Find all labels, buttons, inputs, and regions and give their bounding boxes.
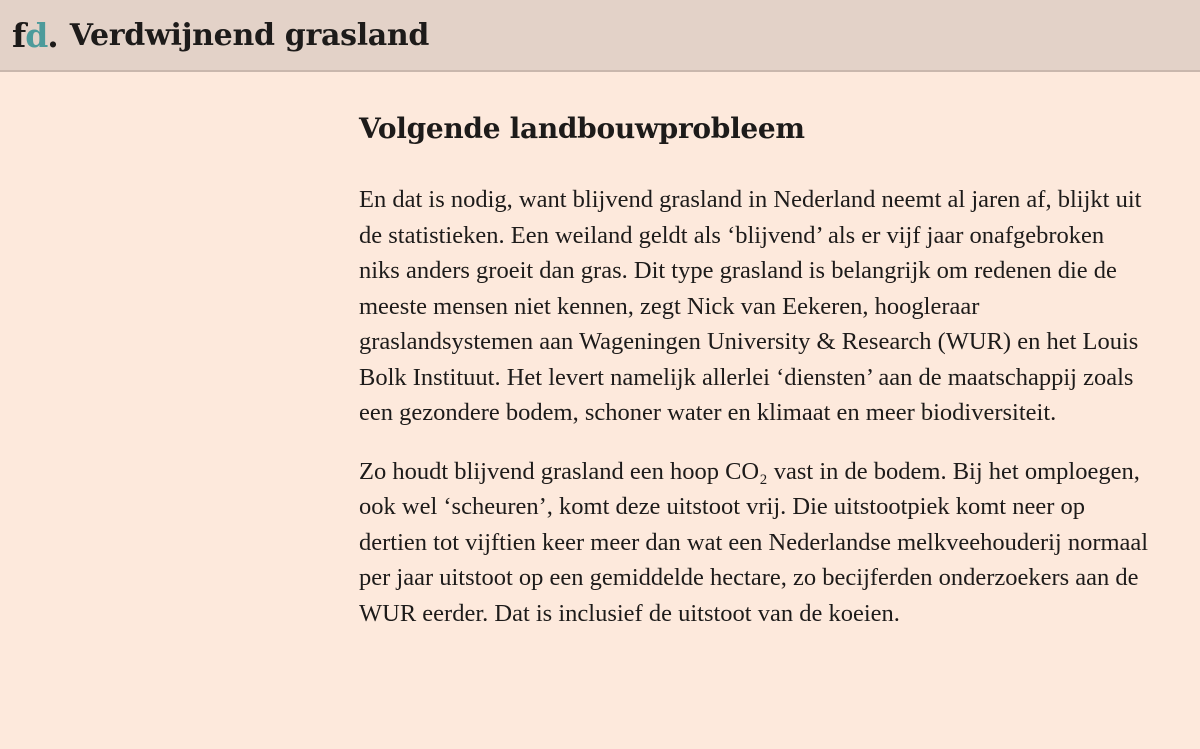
fd-logo[interactable] bbox=[12, 15, 58, 55]
section-title: Verdwijnend grasland bbox=[69, 17, 430, 53]
article-paragraph-2: Zo houdt blijvend grasland een hoop CO₂ vast in de bodem. Bij het omploegen, ook wel ‘scheuren’, komt deze uitstoot vrij. Die uitstootpiek komt neer op dertien tot vijftien keer meer dan wat een Nederlandse melkveehouderij normaal per jaar uitstoot op een gemiddelde hectare, zo becijferden onderzoekers aan de WUR eerder. Dat is inclusief de uitstoot van de koeien. bbox=[359, 457, 1149, 627]
article-paragraph-1: En dat is nodig, want blijvend grasland in Nederland neemt al jaren af, blijkt uit de statistieken. Een weiland geldt als ‘blijvend’ als er vijf jaar onafgebroken niks anders groeit dan gras. Dit type grasland is belangrijk om redenen die de meeste mensen niet kennen, zegt Nick van Eekeren, hoogleraar graslandsystemen aan Wageningen University & Research (WUR) en het Louis Bolk Instituut. Het levert namelijk allerlei ‘diensten’ aan de maatschappij zoals een gezondere bodem, schoner water en klimaat en meer biodiversiteit. bbox=[359, 186, 1142, 426]
logo-letter-d: d bbox=[25, 15, 48, 55]
logo-dot: . bbox=[47, 15, 58, 55]
top-bar bbox=[0, 0, 1200, 72]
logo-letter-f: f bbox=[12, 15, 26, 55]
article-subheading: Volgende landbouwprobleem bbox=[359, 112, 805, 145]
article-body bbox=[359, 108, 1149, 654]
